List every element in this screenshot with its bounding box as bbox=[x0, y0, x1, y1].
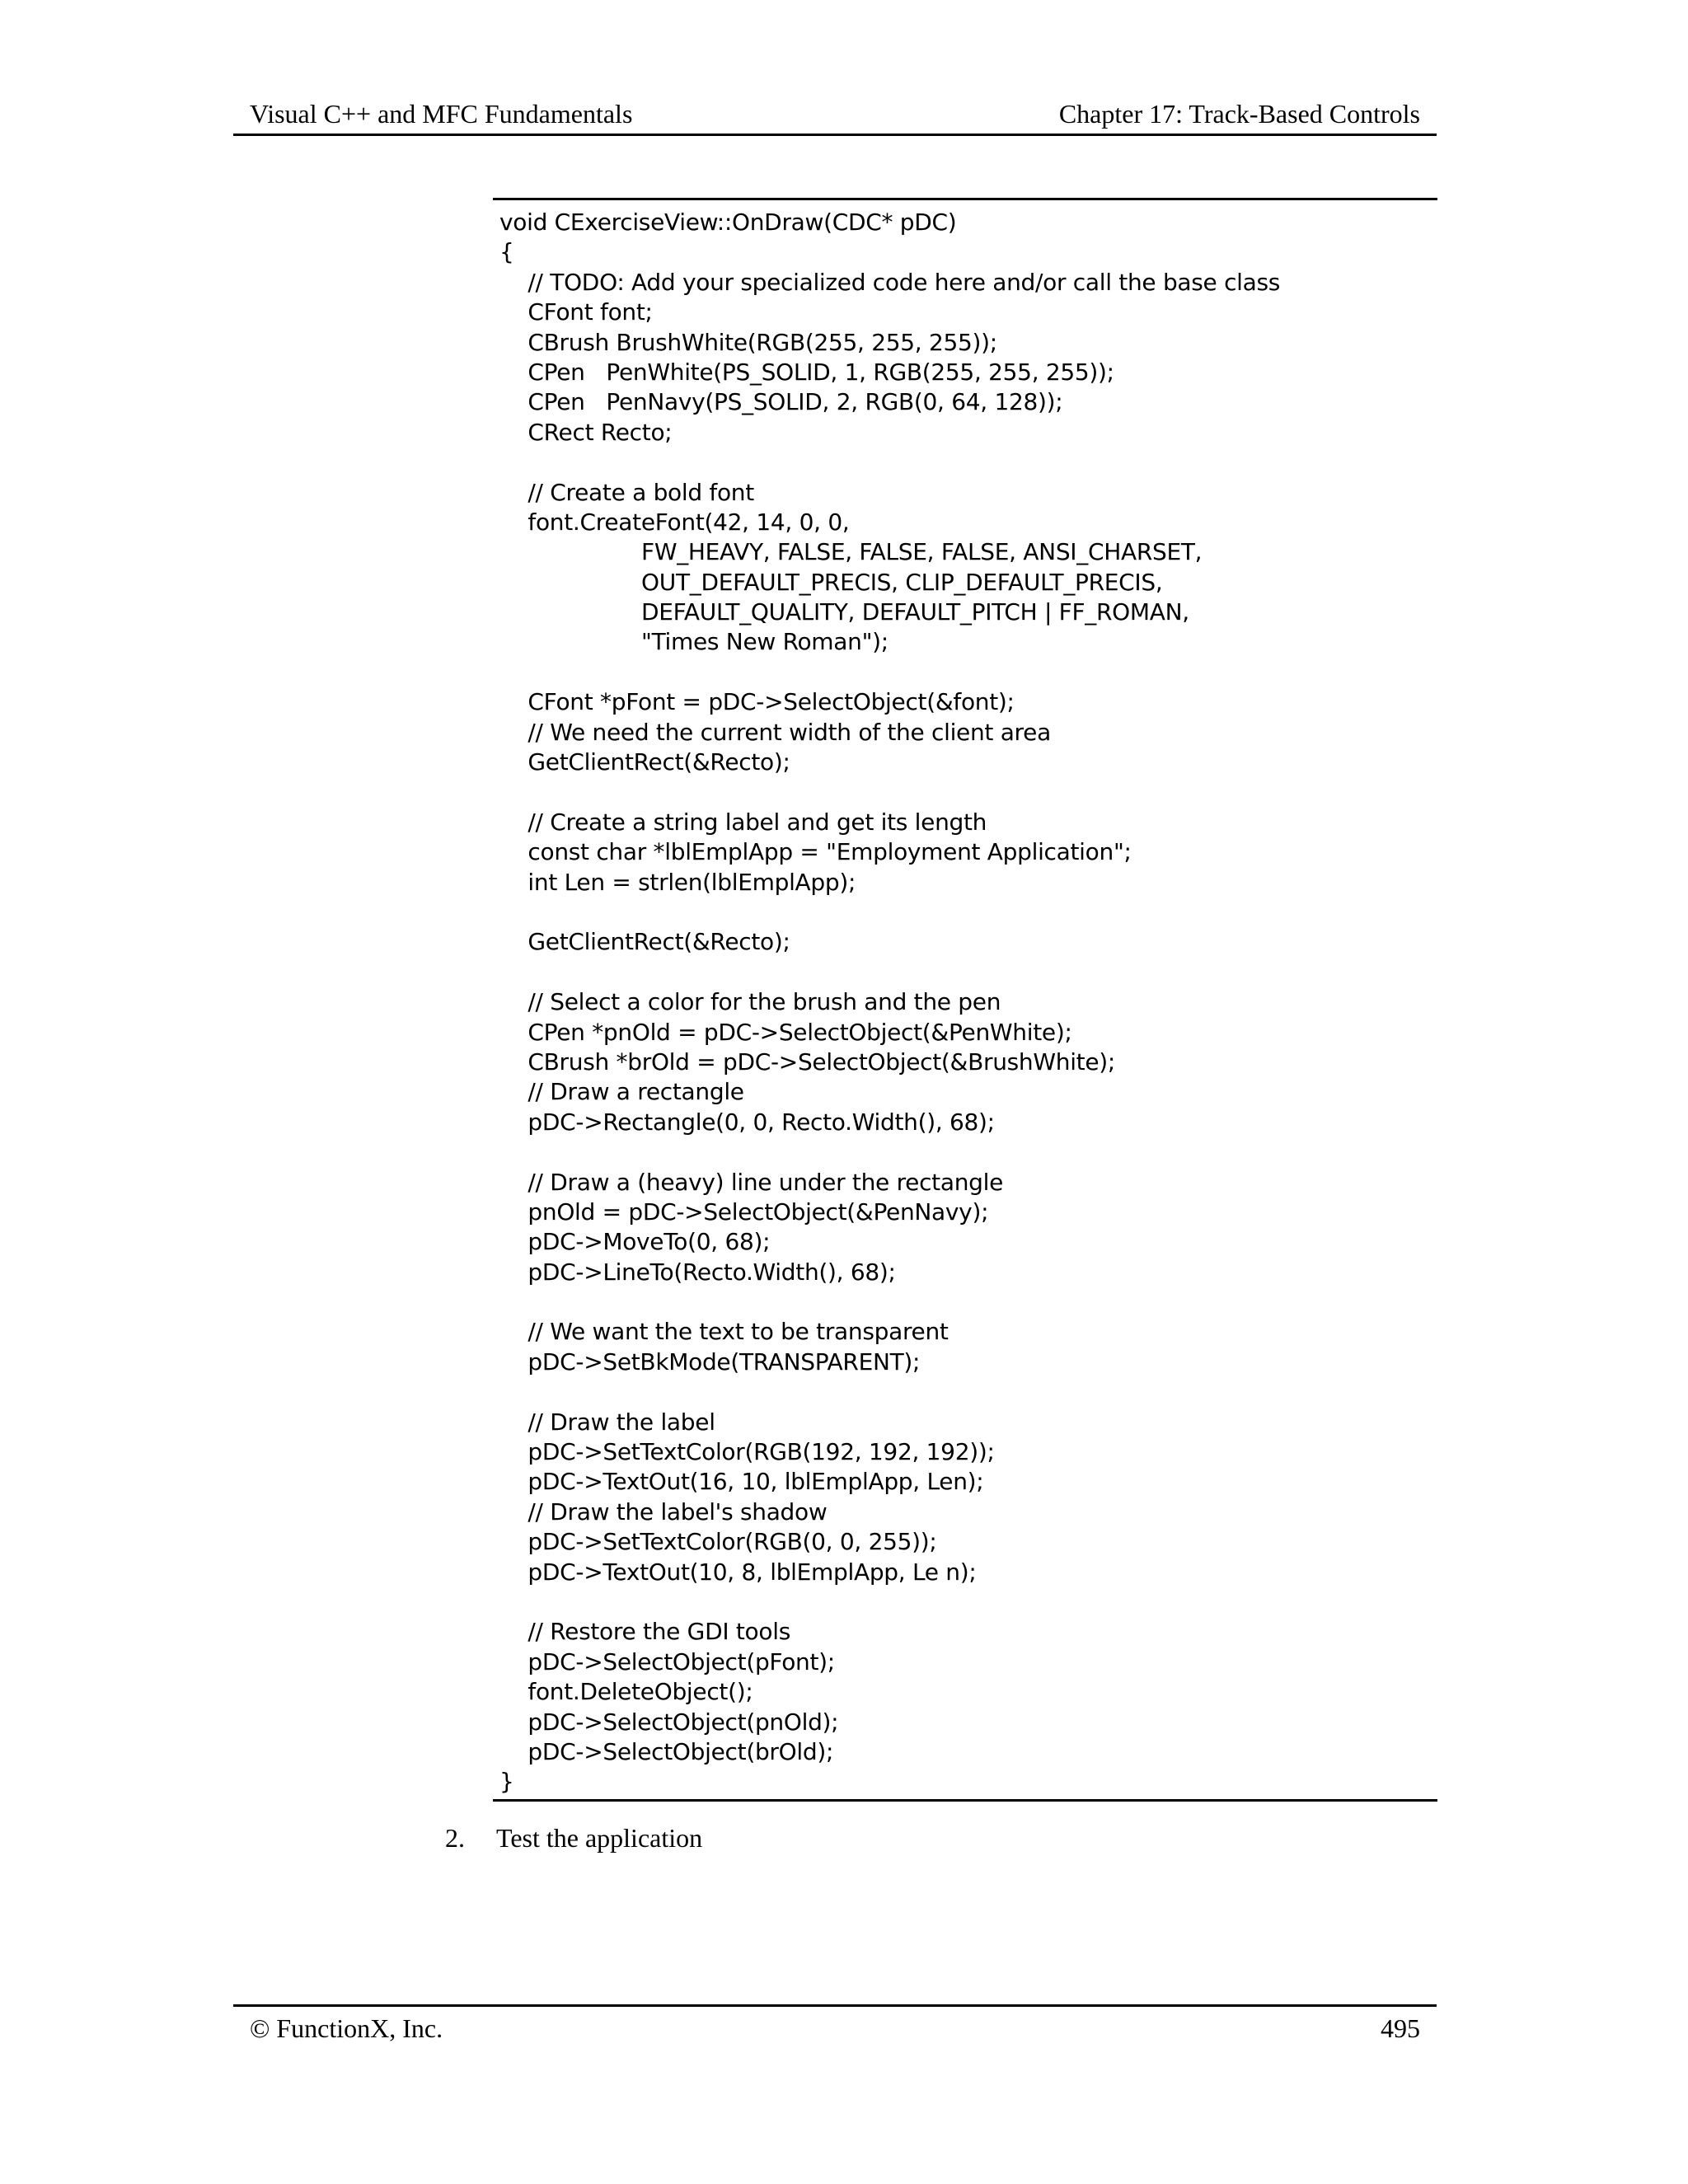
code-line: // Create a string label and get its length bbox=[499, 808, 987, 836]
code-line: CRect Recto; bbox=[499, 418, 673, 446]
code-line: CFont font; bbox=[499, 298, 653, 326]
code-line: CBrush *brOld = pDC->SelectObject(&BrushWhite); bbox=[499, 1047, 1116, 1076]
code-line: pnOld = pDC->SelectObject(&PenNavy); bbox=[499, 1197, 989, 1226]
code-line bbox=[499, 658, 1280, 687]
code-line bbox=[499, 1587, 1280, 1617]
page-footer bbox=[233, 2004, 1437, 2043]
code-line: pDC->SelectObject(pnOld); bbox=[499, 1708, 839, 1736]
code-line: pDC->SetTextColor(RGB(0, 0, 255)); bbox=[499, 1528, 937, 1556]
code-line: OUT_DEFAULT_PRECIS, CLIP_DEFAULT_PRECIS, bbox=[499, 568, 1163, 596]
code-line: pDC->SelectObject(pFont); bbox=[499, 1647, 835, 1675]
code-line: pDC->MoveTo(0, 68); bbox=[499, 1228, 771, 1256]
code-line bbox=[499, 777, 1280, 807]
code-line: DEFAULT_QUALITY, DEFAULT_PITCH | FF_ROMAN, bbox=[499, 598, 1189, 626]
code-line bbox=[499, 1287, 1280, 1317]
code-line: pDC->TextOut(16, 10, lblEmplApp, Len); bbox=[499, 1468, 984, 1496]
code-line bbox=[499, 1377, 1280, 1407]
code-line bbox=[499, 958, 1280, 987]
code-line: int Len = strlen(lblEmplApp); bbox=[499, 868, 856, 896]
code-line: // Create a bold font bbox=[499, 478, 754, 506]
step-text: Test the application bbox=[496, 1823, 703, 1853]
step-item bbox=[445, 1823, 702, 1854]
code-line: // Draw the label's shadow bbox=[499, 1497, 828, 1526]
code-line: // We need the current width of the client area bbox=[499, 718, 1051, 746]
page-number: 495 bbox=[1381, 2013, 1420, 2043]
chapter-title: Chapter 17: Track-Based Controls bbox=[1058, 99, 1420, 129]
code-line: font.CreateFont(42, 14, 0, 0, bbox=[499, 508, 850, 536]
code-line bbox=[499, 1137, 1280, 1167]
copyright: © FunctionX, Inc. bbox=[250, 2013, 443, 2043]
code-line: void CExerciseView::OnDraw(CDC* pDC) bbox=[499, 209, 957, 236]
code-line bbox=[499, 448, 1280, 477]
code-line: // Draw a (heavy) line under the rectangle bbox=[499, 1168, 1004, 1196]
code-line: // Select a color for the brush and the pen bbox=[499, 988, 1001, 1016]
code-lines bbox=[499, 208, 1280, 1797]
code-line: FW_HEAVY, FALSE, FALSE, FALSE, ANSI_CHARSET, bbox=[499, 538, 1203, 566]
code-line: { bbox=[499, 238, 514, 266]
page-header bbox=[233, 97, 1437, 136]
code-line: CPen PenNavy(PS_SOLID, 2, RGB(0, 64, 128)); bbox=[499, 388, 1063, 416]
code-line: CPen *pnOld = pDC->SelectObject(&PenWhite); bbox=[499, 1018, 1072, 1046]
code-line: pDC->SetTextColor(RGB(192, 192, 192)); bbox=[499, 1438, 995, 1466]
code-line: GetClientRect(&Recto); bbox=[499, 928, 790, 956]
code-listing bbox=[493, 198, 1437, 1802]
book-title: Visual C++ and MFC Fundamentals bbox=[250, 99, 633, 129]
code-line: pDC->SelectObject(brOld); bbox=[499, 1737, 834, 1765]
code-line: // We want the text to be transparent bbox=[499, 1318, 949, 1346]
code-line: const char *lblEmplApp = "Employment Application"; bbox=[499, 838, 1132, 866]
code-line: } bbox=[499, 1768, 514, 1796]
code-line: GetClientRect(&Recto); bbox=[499, 748, 790, 776]
code-line: // TODO: Add your specialized code here and/or call the base class bbox=[499, 268, 1281, 296]
code-line: // Draw a rectangle bbox=[499, 1078, 744, 1106]
code-line: "Times New Roman"); bbox=[499, 628, 889, 656]
code-line: // Restore the GDI tools bbox=[499, 1618, 790, 1646]
code-line: CPen PenWhite(PS_SOLID, 1, RGB(255, 255, 255)); bbox=[499, 358, 1114, 386]
step-number: 2. bbox=[445, 1823, 465, 1853]
code-line: CFont *pFont = pDC->SelectObject(&font); bbox=[499, 688, 1015, 716]
code-line bbox=[499, 898, 1280, 927]
code-line: pDC->LineTo(Recto.Width(), 68); bbox=[499, 1258, 896, 1286]
code-line: CBrush BrushWhite(RGB(255, 255, 255)); bbox=[499, 328, 997, 356]
code-line: font.DeleteObject(); bbox=[499, 1678, 753, 1706]
code-line: pDC->TextOut(10, 8, lblEmplApp, Le n); bbox=[499, 1558, 977, 1586]
code-line: // Draw the label bbox=[499, 1408, 715, 1436]
code-line: pDC->SetBkMode(TRANSPARENT); bbox=[499, 1347, 921, 1376]
code-line: pDC->Rectangle(0, 0, Recto.Width(), 68); bbox=[499, 1108, 995, 1136]
